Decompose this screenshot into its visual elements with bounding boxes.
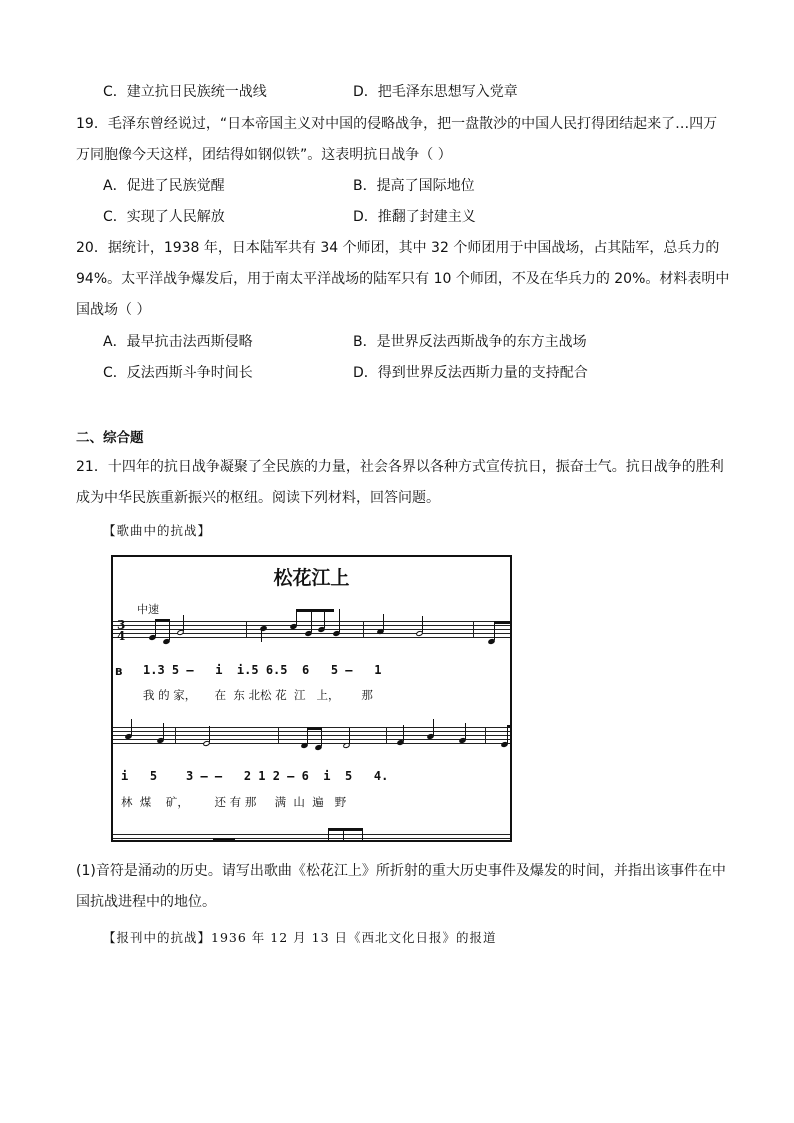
q21-stem-line1: 21．十四年的抗日战争凝聚了全民族的力量，社会各界以各种方式宣传抗日，振奋士气。抗日战争的胜利: [76, 459, 724, 475]
section-heading: 二、综合题: [76, 430, 144, 446]
key-label: B: [115, 667, 123, 678]
q20-stem-line1: 20．据统计，1938 年，日本陆军共有 34 个师团，其中 32 个师团用于中国战场，占其陆军，总兵力的: [76, 240, 720, 256]
q19-stem-line1: 19．毛泽东曾经说过，“日本帝国主义对中国的侵略战争，把一盘散沙的中国人民打得团结起来了…四万: [76, 116, 718, 132]
q18-option-d: D．把毛泽东思想写入党章: [353, 84, 518, 100]
score-tempo: 中速: [137, 603, 159, 616]
q19-stem-line2: 万同胞像今天这样，团结得如钢似铁”。这表明抗日战争（ ）: [76, 147, 452, 163]
q19-option-d: D．推翻了封建主义: [353, 209, 476, 225]
score-title: 松花江上: [273, 567, 350, 589]
q20-stem-line2: 94%。太平洋战争爆发后，用于南太平洋战场的陆军只有 10 个师团，不及在华兵力的 20%。材料表明中: [76, 271, 730, 287]
material-tag-newspaper: 【报刊中的抗战】1936 年 12 月 13 日《西北文化日报》的报道: [103, 930, 497, 945]
q19-option-a: A．促进了民族觉醒: [103, 178, 225, 194]
time-signature: 3 4: [117, 618, 126, 643]
q20-stem-line3: 国战场（ ）: [76, 302, 151, 318]
song-score-image: [111, 555, 512, 842]
lyrics-row-1: 我 的 家， 在 东 北松 花 江 上， 那: [143, 688, 373, 702]
jianpu-row-2: i 5 3 — — 2 1 2 — 6 i 5 4.: [121, 769, 389, 783]
q18-option-c: C．建立抗日民族统一战线: [103, 84, 267, 100]
material-tag-song: 【歌曲中的抗战】: [103, 523, 212, 538]
q19-option-b: B．提高了国际地位: [353, 178, 475, 194]
q20-option-b: B．是世界反法西斯战争的东方主战场: [353, 334, 587, 350]
q20-option-c: C．反法西斯斗争时间长: [103, 365, 253, 381]
q19-option-c: C．实现了人民解放: [103, 209, 225, 225]
q21-stem-line2: 成为中华民族重新振兴的枢纽。阅读下列材料，回答问题。: [76, 490, 440, 506]
q21-sub1-line1: (1)音符是涌动的历史。请写出歌曲《松花江上》所折射的重大历史事件及爆发的时间，并指出该事件在中: [76, 863, 726, 879]
q21-sub1-line2: 国抗战进程中的地位。: [76, 894, 216, 910]
jianpu-row-1: 1.3 5 — i i.5 6.5 6 5 — 1: [143, 663, 382, 677]
q20-option-d: D．得到世界反法西斯力量的支持配合: [353, 365, 588, 381]
q20-option-a: A．最早抗击法西斯侵略: [103, 334, 253, 350]
lyrics-row-2: 林 煤 矿， 还 有 那 满 山 遍 野: [121, 795, 347, 809]
